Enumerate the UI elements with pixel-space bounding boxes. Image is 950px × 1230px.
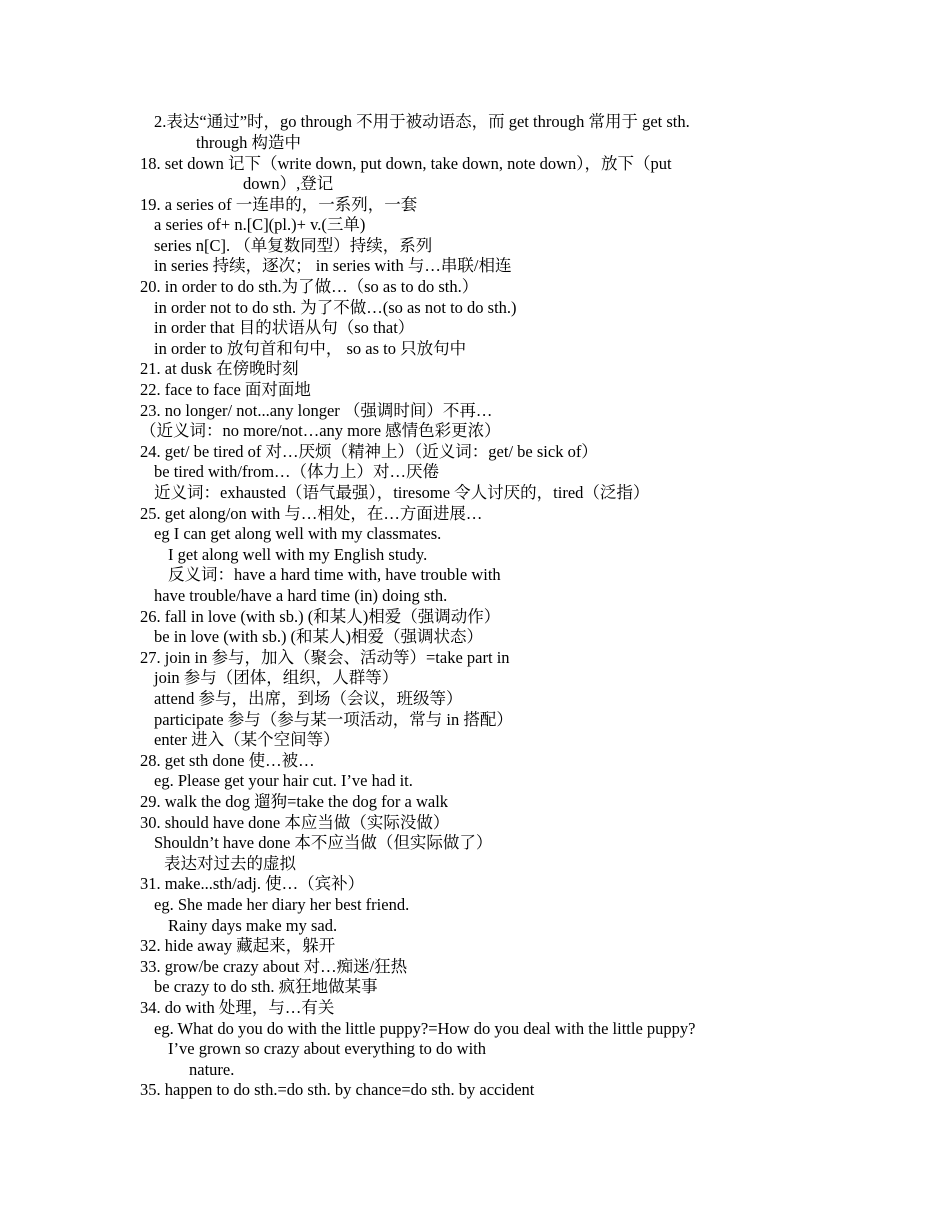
text-line: be crazy to do sth. 疯狂地做某事	[154, 977, 378, 996]
text-line: 18. set down 记下（write down, put down, take down, note down），放下（put	[140, 154, 672, 173]
text-line: 28. get sth done 使…被…	[140, 751, 315, 770]
text-line: a series of+ n.[C](pl.)+ v.(三单)	[154, 215, 366, 234]
text-line: 26. fall in love (with sb.) (和某人)相爱（强调动作）	[140, 607, 501, 626]
text-line: 19. a series of 一连串的，一系列，一套	[140, 195, 418, 214]
text-line: have trouble/have a hard time (in) doing sth.	[154, 586, 448, 605]
text-line: I get along well with my English study.	[168, 545, 428, 564]
text-line: through 构造中	[196, 133, 301, 152]
text-line: 22. face to face 面对面地	[140, 380, 311, 399]
text-line: be tired with/from…（体力上）对…厌倦	[154, 462, 440, 481]
text-line: eg. Please get your hair cut. I’ve had it.	[154, 771, 413, 790]
text-line: 2.表达“通过”时，go through 不用于被动语态，而 get through 常用于 get sth.	[154, 112, 690, 131]
text-line: be in love (with sb.) (和某人)相爱（强调状态）	[154, 627, 484, 646]
text-line: eg. She made her diary her best friend.	[154, 895, 410, 914]
text-line: 33. grow/be crazy about 对…痴迷/狂热	[140, 957, 408, 976]
text-line: in series 持续，逐次； in series with 与…串联/相连	[154, 256, 512, 275]
text-line: I’ve grown so crazy about everything to do with	[168, 1039, 486, 1058]
text-line: 21. at dusk 在傍晚时刻	[140, 359, 299, 378]
text-line: 24. get/ be tired of 对…厌烦（精神上）（近义词：get/ be sick of）	[140, 442, 598, 461]
text-line: nature.	[189, 1060, 235, 1079]
text-line: Shouldn’t have done 本不应当做（但实际做了）	[154, 833, 493, 852]
text-line: in order to 放句首和句中， so as to 只放句中	[154, 339, 467, 358]
text-line: 反义词：have a hard time with, have trouble with	[168, 565, 501, 584]
text-line: 30. should have done 本应当做（实际没做）	[140, 813, 450, 832]
text-line: 25. get along/on with 与…相处，在…方面进展…	[140, 504, 483, 523]
text-line: 27. join in 参与，加入（聚会、活动等）=take part in	[140, 648, 510, 667]
text-line: 表达对过去的虚拟	[164, 854, 296, 873]
text-line: 31. make...sth/adj. 使…（宾补）	[140, 874, 365, 893]
text-line: attend 参与，出席，到场（会议，班级等）	[154, 689, 463, 708]
text-line: series n[C]. （单复数同型）持续，系列	[154, 236, 433, 255]
text-line: eg. What do you do with the little puppy?=How do you deal with the little puppy?	[154, 1019, 696, 1038]
text-line: 29. walk the dog 遛狗=take the dog for a walk	[140, 792, 449, 811]
text-line: in order that 目的状语从句（so that）	[154, 318, 415, 337]
text-line: 32. hide away 藏起来，躲开	[140, 936, 336, 955]
text-line: 34. do with 处理，与…有关	[140, 998, 335, 1017]
text-line: 35. happen to do sth.=do sth. by chance=do sth. by accident	[140, 1080, 535, 1099]
text-line: 23. no longer/ not...any longer （强调时间）不再…	[140, 401, 493, 420]
text-line: 20. in order to do sth.为了做…（so as to do sth.）	[140, 277, 479, 296]
text-line: join 参与（团体，组织，人群等）	[154, 668, 399, 687]
text-line: Rainy days make my sad.	[168, 916, 338, 935]
text-line: enter 进入（某个空间等）	[154, 730, 340, 749]
text-line: 近义词：exhausted（语气最强），tiresome 令人讨厌的，tired（泛指）	[154, 483, 650, 502]
text-line: eg I can get along well with my classmates.	[154, 524, 442, 543]
text-line: participate 参与（参与某一项活动，常与 in 搭配）	[154, 710, 513, 729]
text-line: （近义词：no more/not…any more 感情色彩更浓）	[140, 421, 501, 440]
text-line: in order not to do sth. 为了不做…(so as not to do sth.)	[154, 298, 517, 317]
text-line: down）,登记	[243, 174, 334, 193]
